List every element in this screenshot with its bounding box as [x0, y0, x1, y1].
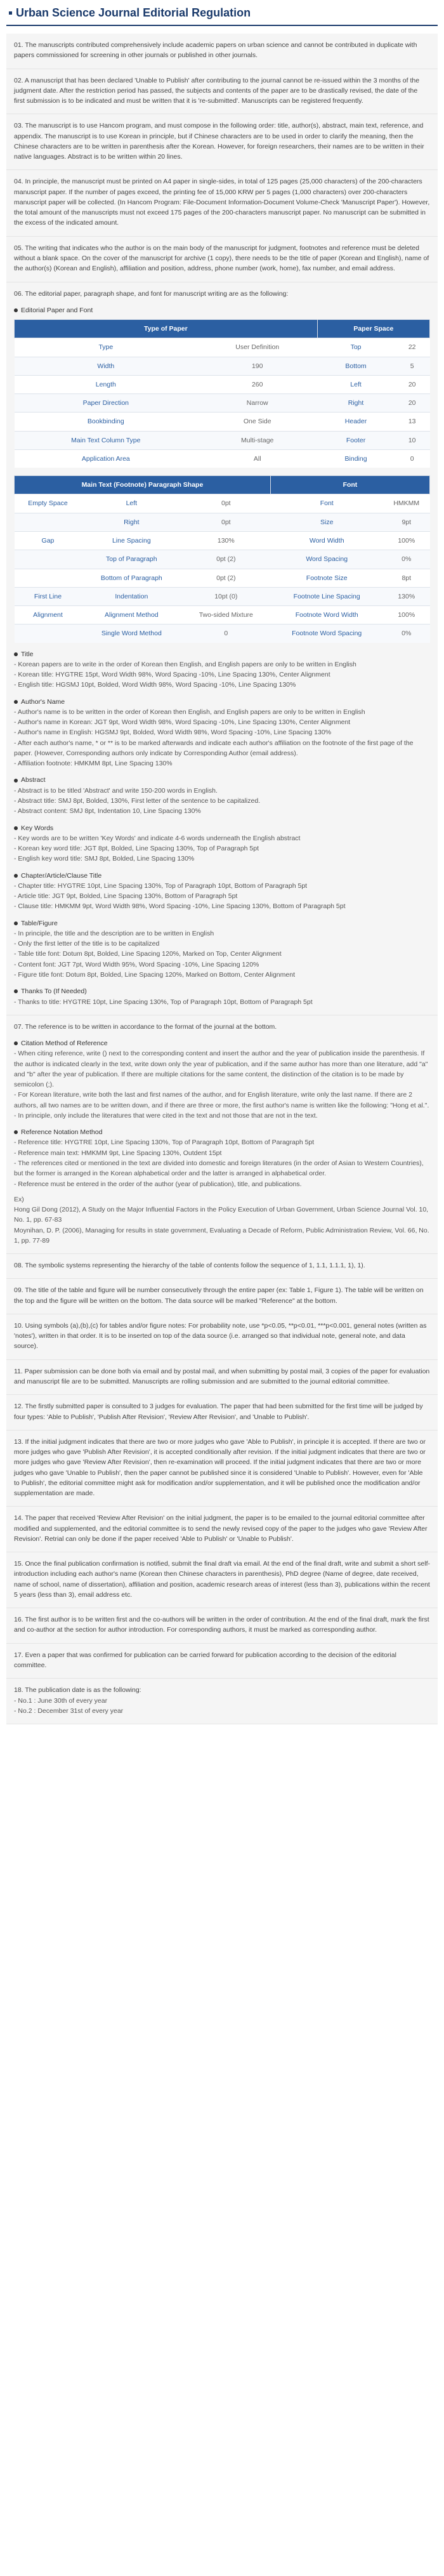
chapter-spec-line: - Clause title: HMKMM 9pt, Word Width 98%, Word Spacing -10%, Line Spacing 130%, Bottom of Paragraph 5pt: [14, 902, 346, 911]
rule-07-text: 07. The reference is to be written in accordance to the format of the journal at the bottom.: [14, 1022, 277, 1031]
rule-05: [6, 237, 438, 282]
citation-method-heading-text: Citation Method of Reference: [21, 1040, 108, 1048]
font-table-label-cell: Top of Paragraph: [81, 550, 181, 569]
paper-table-label-cell: Width: [15, 357, 198, 375]
title-square-icon: [9, 11, 12, 15]
rule-04-text: 04. In principle, the manuscript must be printed on A4 paper in single-sides, in total of 125 pages (25,000 characters) of the 200-characters manuscript paper. If the number of pages exceed, the printing fee of 15,000 KRW per 5 pages (1,000 characters) over 200-characters manuscript paper will be collected. (In Hancom Program: File-Document Information-Document Volume-Check 'Manuscript Paper'). However, the total amount of the manuscripts must not exceed 175 pages of the 200-characters manuscript paper. No manuscript can be submitted in the excess of the indicated amount.: [14, 178, 430, 227]
font-table-label-cell: First Line: [15, 587, 82, 605]
rule-05-text: 05. The writing that indicates who the author is on the main body of the manuscript for judgment, footnotes and reference must be deleted without a blank space. On the cover of the manuscript for archive (1 copy), there needs to be the title of paper (Korean and English), name of the author(s) (Korean and English), affiliation and position, address, phone number (work, home), fax number, and email address.: [14, 244, 429, 273]
rule-09: [6, 1279, 438, 1314]
rule-08: [6, 1254, 438, 1279]
table-figure-spec-line: - Figure title font: Dotum 8pt, Bolded, Line Spacing 120%, Marked on Bottom, Center Alignment: [14, 971, 295, 979]
paper-table-header: Paper Space: [317, 320, 429, 338]
font-table-label-cell: Alignment Method: [81, 606, 181, 624]
font-table-label-cell: Single Word Method: [81, 624, 181, 643]
table-figure-spec-line: - Content font: JGT 7pt, Word Width 95%, Word Spacing -10%, Line Spacing 120%: [14, 960, 259, 968]
font-table-label-cell: Footnote Word Spacing: [270, 624, 383, 643]
font-table-row: [15, 587, 430, 605]
rule-04: [6, 170, 438, 236]
paper-table-row: [15, 375, 430, 393]
reference-notation: [14, 1127, 430, 1189]
paper-table-value-cell: 0: [395, 449, 430, 468]
paper-table-label-cell: Bottom: [317, 357, 395, 375]
example-line: Moynihan, D. P. (2006), Managing for results in state government, Evaluating a Decade of Reform, Public Administration Review, Vol. 66, No. 1, pp. 77-89: [14, 1226, 429, 1245]
paper-table-label-cell: Paper Direction: [15, 394, 198, 413]
rule-16: [6, 1608, 438, 1644]
chapter-spec-line: - Chapter title: HYGTRE 10pt, Line Spacing 130%, Top of Paragraph 10pt, Bottom of Paragraph 5pt: [14, 882, 308, 890]
reference-notation-heading: [14, 1127, 430, 1137]
chapter-spec-line: - Article title: JGT 9pt, Bolded, Line Spacing 130%, Bottom of Paragraph 5pt: [14, 892, 238, 901]
rule-15: [6, 1552, 438, 1608]
chapter-spec: [14, 871, 430, 912]
font-table-label-cell: Footnote Word Width: [270, 606, 383, 624]
citation-method-heading: [14, 1038, 430, 1048]
bullet-icon: [14, 308, 18, 312]
font-table-label-cell: Right: [81, 513, 181, 531]
example-line: Hong Gil Dong (2012), A Study on the Major Influential Factors in the Policy Execution of Urban Government, Urban Science Journal Vol. 10, No. 1, pp. 67-83: [14, 1206, 429, 1224]
rule-01: [6, 34, 438, 69]
rule-12: [6, 1395, 438, 1430]
rule-03-text: 03. The manuscript is to use Hancom program, and must compose in the following order: title, author(s), abstract, main text, reference, and appendix. The manuscript is to use Korean in principle, but if Chinese characters are to be used in order to clarify the meaning, then the Chinese characters are to be written in parenthesis after the Korean. However, for foreign researchers, their names are to be written in their native languages. Abstract is to be written within 20 lines.: [14, 122, 424, 161]
paper-table-label-cell: Bookbinding: [15, 413, 198, 431]
rule-11: [6, 1360, 438, 1396]
keywords-spec: [14, 823, 430, 864]
font-table-row: [15, 531, 430, 550]
paper-table-row: [15, 394, 430, 413]
font-table-label-cell: Bottom of Paragraph: [81, 569, 181, 587]
abstract-spec-line: - Abstract content: SMJ 8pt, Indentation 10, Line Spacing 130%: [14, 807, 201, 816]
rule-03: [6, 114, 438, 170]
font-table-value-cell: 130%: [383, 587, 429, 605]
bullet-icon: [14, 700, 18, 704]
publication-date-line: - No.1 : June 30th of every year: [14, 1696, 108, 1705]
paper-table-value-cell: Narrow: [197, 394, 317, 413]
author-spec-heading-text: Author's Name: [21, 697, 65, 706]
table-figure-spec-line: - Table title font: Dotum 8pt, Bolded, Line Spacing 120%, Marked on Top, Center Alignment: [14, 950, 282, 958]
rule-18-text: 18. The publication date is as the following:: [14, 1686, 141, 1694]
font-table-value-cell: 0pt (2): [181, 550, 270, 569]
font-table-label-cell: Font: [270, 494, 383, 513]
author-spec-line: - Author's name is to be written in the order of Korean then English, and English papers are only to be written in English: [14, 708, 365, 716]
font-table: [14, 475, 430, 642]
font-table-row: [15, 550, 430, 569]
font-table-value-cell: 9pt: [383, 513, 429, 531]
font-table-value-cell: 100%: [383, 531, 429, 550]
font-table-value-cell: 130%: [181, 531, 270, 550]
font-table-label-cell: Size: [270, 513, 383, 531]
rule-11-text: 11. Paper submission can be done both via email and by postal mail, and when submitting by postal mail, 3 copies of the paper for evaluation and manuscript file are to be submitted. Manuscripts are rolling submission and are submitted to the journal editorial committee.: [14, 1367, 430, 1385]
rule-08-text: 08. The symbolic systems representing the hierarchy of the table of contents follow the sequence of 1, 1.1, 1.1.1, 1), 1).: [14, 1262, 365, 1270]
thanks-spec-heading-text: Thanks To (If Needed): [21, 987, 87, 996]
title-spec-line: - Korean title: HYGTRE 15pt, Word Width 98%, Word Spacing -10%, Line Spacing 130%, Center Alignment: [14, 671, 330, 679]
font-table-row: [15, 513, 430, 531]
rule-06: [6, 282, 438, 1015]
editorial-paper-heading-text: Editorial Paper and Font: [21, 306, 93, 314]
rule-10-text: 10. Using symbols (a),(b),(c) for tables and/or figure notes: For probability note, use *p<0.05, **p<0.01, ***p<0.001, general notes (written as 'notes'), written in that order. It is to be inserted on top of the data source (i.e. arranged so that individual note, general note, and data source).: [14, 1321, 427, 1351]
citation-method-line: - In principle, only include the literatures that were cited in the text and not those that are not in the text.: [14, 1111, 318, 1120]
keywords-spec-heading: [14, 823, 430, 833]
chapter-spec-heading: [14, 871, 430, 881]
abstract-spec-line: - Abstract is to be titled 'Abstract' and write 150-200 words in English.: [14, 786, 218, 795]
rule-01-text: 01. The manuscripts contributed comprehensively include academic papers on urban science and cannot be contributed in duplicate with papers commissioned for screening in other journals or published in other journals.: [14, 41, 417, 60]
thanks-spec: [14, 986, 430, 1007]
title-spec-line: - Korean papers are to write in the order of Korean then English, and English papers are only to be written in English: [14, 660, 356, 668]
bullet-icon: [14, 874, 18, 878]
rule-09-text: 09. The title of the table and figure will be number consecutively through the entire paper (ex: Table 1, Figure 1). The table will be written on the top and the figure will be written on the bottom. The data source will be marked "Reference" at the bottom.: [14, 1286, 424, 1305]
font-table-value-cell: 0: [181, 624, 270, 643]
title-divider: [6, 25, 438, 26]
font-table-value-cell: 0pt: [181, 513, 270, 531]
paper-table-value-cell: One Side: [197, 413, 317, 431]
bullet-icon: [14, 1130, 18, 1134]
page-title-text: Urban Science Journal Editorial Regulation: [16, 6, 251, 19]
reference-notation-line: - Reference must be entered in the order of the author (year of publication), title, and publications.: [14, 1180, 302, 1188]
font-table-label-cell: Indentation: [81, 587, 181, 605]
reference-notation-line: - Reference main text: HMKMM 9pt, Line Spacing 130%, Outdent 15pt: [14, 1149, 222, 1157]
paper-table-value-cell: 190: [197, 357, 317, 375]
rule-17-text: 17. Even a paper that was confirmed for publication can be carried forward for publication according to the decision of the editorial committee.: [14, 1651, 396, 1670]
keywords-spec-line: - English key word title: SMJ 8pt, Bolded, Line Spacing 130%: [14, 855, 195, 863]
bullet-icon: [14, 826, 18, 830]
paper-table-value-cell: User Definition: [197, 338, 317, 357]
thanks-spec-line: - Thanks to title: HYGTRE 10pt, Line Spacing 130%, Top of Paragraph 10pt, Bottom of Paragraph 5pt: [14, 998, 313, 1006]
font-table-label-cell: Footnote Size: [270, 569, 383, 587]
rule-07: [6, 1015, 438, 1254]
editorial-paper-heading: [14, 305, 430, 315]
rule-02-text: 02. A manuscript that has been declared 'Unable to Publish' after contributing to the journal cannot be re-issued within the 3 months of the judgment date. After the restriction period has passed, the subjects and contents of the paper are to be drastically revised, the date of the first submission is to be indicated and must be written that it is 're-submitted'. Manuscripts can be registered frequently.: [14, 76, 420, 105]
reference-examples: [14, 1194, 430, 1246]
paper-table-label-cell: Length: [15, 375, 198, 393]
paper-table-value-cell: 10: [395, 431, 430, 449]
font-table-row: [15, 624, 430, 643]
paper-table-label-cell: Binding: [317, 449, 395, 468]
paper-table-row: [15, 431, 430, 449]
paper-table-label-cell: Header: [317, 413, 395, 431]
paper-table-value-cell: Multi-stage: [197, 431, 317, 449]
paper-table-row: [15, 357, 430, 375]
font-table-value-cell: 10pt (0): [181, 587, 270, 605]
rule-15-text: 15. Once the final publication confirmation is notified, submit the final draft via email. At the end of the final draft, write and submit a short self-introduction including each author's name (Korean then Chinese characters in parenthesis), PhD degree (Name of degree, date received, name of school, name of dissertation), affiliation and position, academic research areas of interest (less than 3), publications within the recent 5 years (less than 3), email address etc.: [14, 1560, 431, 1599]
font-table-label-cell: Left: [81, 494, 181, 513]
paper-table: [14, 319, 430, 468]
title-spec: [14, 649, 430, 690]
paper-table-label-cell: Type: [15, 338, 198, 357]
table-figure-spec-line: - Only the first letter of the title is to be capitalized: [14, 940, 160, 948]
rule-18: [6, 1679, 438, 1724]
bullet-icon: [14, 989, 18, 993]
title-spec-heading-text: Title: [21, 650, 34, 658]
title-spec-line: - English title: HGSMJ 10pt, Bolded, Word Width 98%, Word Spacing -10%, Line Spacing 130%: [14, 681, 296, 689]
rule-14: [6, 1507, 438, 1552]
font-table-value-cell: 0%: [383, 550, 429, 569]
reference-notation-line: - Reference title: HYGTRE 10pt, Line Spacing 130%, Top of Paragraph 10pt, Bottom of Paragraph 5pt: [14, 1139, 315, 1147]
font-table-label-cell: Line Spacing: [81, 531, 181, 550]
rule-10: [6, 1314, 438, 1360]
bullet-icon: [14, 1041, 18, 1045]
table-figure-spec-heading: [14, 918, 430, 928]
table-figure-spec: [14, 918, 430, 981]
font-table-label-cell: Alignment: [15, 606, 82, 624]
font-table-value-cell: Two-sided Mixture: [181, 606, 270, 624]
paper-table-label-cell: Top: [317, 338, 395, 357]
citation-method: [14, 1038, 430, 1121]
paper-table-label-cell: Main Text Column Type: [15, 431, 198, 449]
publication-date-line: - No.2 : December 31st of every year: [14, 1707, 124, 1715]
font-table-value-cell: 8pt: [383, 569, 429, 587]
paper-table-value-cell: 5: [395, 357, 430, 375]
abstract-spec-heading: [14, 775, 430, 785]
table-figure-spec-heading-text: Table/Figure: [21, 919, 58, 927]
chapter-spec-heading-text: Chapter/Article/Clause Title: [21, 871, 102, 880]
font-table-header: Main Text (Footnote) Paragraph Shape: [15, 476, 271, 494]
font-table-label-cell: Empty Space: [15, 494, 82, 513]
page-title: [9, 6, 438, 20]
font-table-label-cell: [15, 624, 82, 643]
paper-table-row: [15, 338, 430, 357]
abstract-spec: [14, 775, 430, 816]
abstract-spec-heading-text: Abstract: [21, 776, 46, 784]
citation-method-line: - For Korean literature, write both the last and first names of the author, and for English literature, write only the last name. If there are 2 authors, all two names are to be written down, and if there are three or more, the first author's name is written like the following: "Hong et al.".: [14, 1091, 429, 1109]
author-spec: [14, 697, 430, 769]
font-table-header: Font: [270, 476, 429, 494]
author-spec-line: - After each author's name, * or ** is to be marked afterwards and indicate each author's affiliation on the footnote of the first page of the paper. (However, Corresponding authors only indicate by Corresponding Author (email address).: [14, 739, 414, 757]
paper-table-value-cell: 20: [395, 394, 430, 413]
abstract-spec-line: - Abstract title: SMJ 8pt, Bolded, 130%, First letter of the sentence to be capitalized.: [14, 797, 261, 805]
bullet-icon: [14, 779, 18, 783]
keywords-spec-line: - Key words are to be written 'Key Words' and indicate 4-6 words underneath the English abstract: [14, 834, 301, 842]
paper-table-row: [15, 449, 430, 468]
font-table-label-cell: [15, 550, 82, 569]
bullet-icon: [14, 921, 18, 925]
font-table-label-cell: Footnote Line Spacing: [270, 587, 383, 605]
rule-13-text: 13. If the initial judgment indicates that there are two or more judges who gave 'Able to Publish', in principle it is accepted. If there are two or more judges who gave 'Publish After Revision', it is accepted conditionally after revision. If the initial judgment indicates that there are two or more judges who gave 'Review After Revision', then re-examination will proceed. If the initial judgment indicates that there are two or more judges who gave 'Unable to Publish', then the paper cannot be published since it is considered 'Unable to Publish'. However, even for 'Able to Publish', the editorial committee might ask for modification and/or supplementation, and it will be published once the modification and/or supplementation are made.: [14, 1437, 426, 1498]
font-table-label-cell: [15, 513, 82, 531]
font-table-label-cell: [15, 569, 82, 587]
font-table-label-cell: Word Spacing: [270, 550, 383, 569]
rule-14-text: 14. The paper that received 'Review After Revision' on the initial judgment, the paper is to be emailed to the journal editorial committee after modified and supplemented, and the editorial committee is to send the newly revised copy of the paper to the judges who gave 'Review After Revision'. Retrial can only be done if the paper received 'Able to Publish' or 'Unable to Publish'.: [14, 1514, 428, 1543]
citation-method-line: - When citing reference, write () next to the corresponding content and insert the author and the year of publication inside the parenthesis. If the author is indicated clearly in the text, write down only the year of publication, and if the same author has more than one literature, add "a" and "b" after the year of publication. If there are multiple citations for the same content, the distinction of the citation is to be made by semicolon (;).: [14, 1050, 428, 1089]
paper-table-label-cell: Right: [317, 394, 395, 413]
paper-table-label-cell: Application Area: [15, 449, 198, 468]
paper-table-label-cell: Left: [317, 375, 395, 393]
paper-table-value-cell: 22: [395, 338, 430, 357]
font-table-row: [15, 606, 430, 624]
paper-table-value-cell: All: [197, 449, 317, 468]
font-table-value-cell: HMKMM: [383, 494, 429, 513]
paper-table-value-cell: 260: [197, 375, 317, 393]
author-spec-heading: [14, 697, 430, 707]
rule-02: [6, 69, 438, 115]
reference-notation-line: - The references cited or mentioned in the text are divided into domestic and foreign literatures (in the order of Asian to Western Countries), but the former is arranged in the Korean alphabetical order and the latter is arranged in alphabetical order.: [14, 1159, 424, 1178]
author-spec-line: - Affiliation footnote: HMKMM 8pt, Line Spacing 130%: [14, 760, 173, 768]
rule-13: [6, 1430, 438, 1507]
paper-table-value-cell: 20: [395, 375, 430, 393]
author-spec-line: - Author's name in Korean: JGT 9pt, Word Width 98%, Word Spacing -10%, Line Spacing 130%, Center Alignment: [14, 718, 351, 727]
font-table-label-cell: Gap: [15, 531, 82, 550]
rule-12-text: 12. The firstly submitted paper is consulted to 3 judges for evaluation. The paper that had been submitted for the first time will be judged by four types: 'Able to Publish', 'Publish After Revision', 'Review After Revision', and 'Unable to Publish'.: [14, 1403, 423, 1421]
font-table-label-cell: Word Width: [270, 531, 383, 550]
rule-17: [6, 1644, 438, 1679]
keywords-spec-line: - Korean key word title: JGT 8pt, Bolded, Line Spacing 130%, Top of Paragraph 5pt: [14, 845, 259, 853]
rule-16-text: 16. The first author is to be written first and the co-authors will be written in the order of contribution. At the end of the final draft, mark the first and co-author at the section for author introduction. For corresponding authors, it must be marked as corresponding author.: [14, 1616, 429, 1634]
reference-notation-heading-text: Reference Notation Method: [21, 1128, 103, 1137]
examples-label: Ex): [14, 1195, 24, 1203]
font-table-row: [15, 569, 430, 587]
paper-table-value-cell: 13: [395, 413, 430, 431]
font-table-value-cell: 0%: [383, 624, 429, 643]
keywords-spec-heading-text: Key Words: [21, 824, 54, 832]
paper-table-label-cell: Footer: [317, 431, 395, 449]
font-table-row: [15, 494, 430, 513]
font-table-value-cell: 0pt: [181, 494, 270, 513]
paper-table-header: Type of Paper: [15, 320, 318, 338]
font-table-value-cell: 100%: [383, 606, 429, 624]
paper-table-row: [15, 413, 430, 431]
thanks-spec-heading: [14, 986, 430, 996]
title-spec-heading: [14, 649, 430, 659]
author-spec-line: - Author's name in English: HGSMJ 9pt, Bolded, Word Width 98%, Word Spacing -10%, Line Spacing 130%: [14, 729, 332, 737]
bullet-icon: [14, 652, 18, 656]
font-table-value-cell: 0pt (2): [181, 569, 270, 587]
rule-06-text: 06. The editorial paper, paragraph shape, and font for manuscript writing are as the following:: [14, 289, 289, 298]
table-figure-spec-line: - In principle, the title and the description are to be written in English: [14, 929, 214, 937]
